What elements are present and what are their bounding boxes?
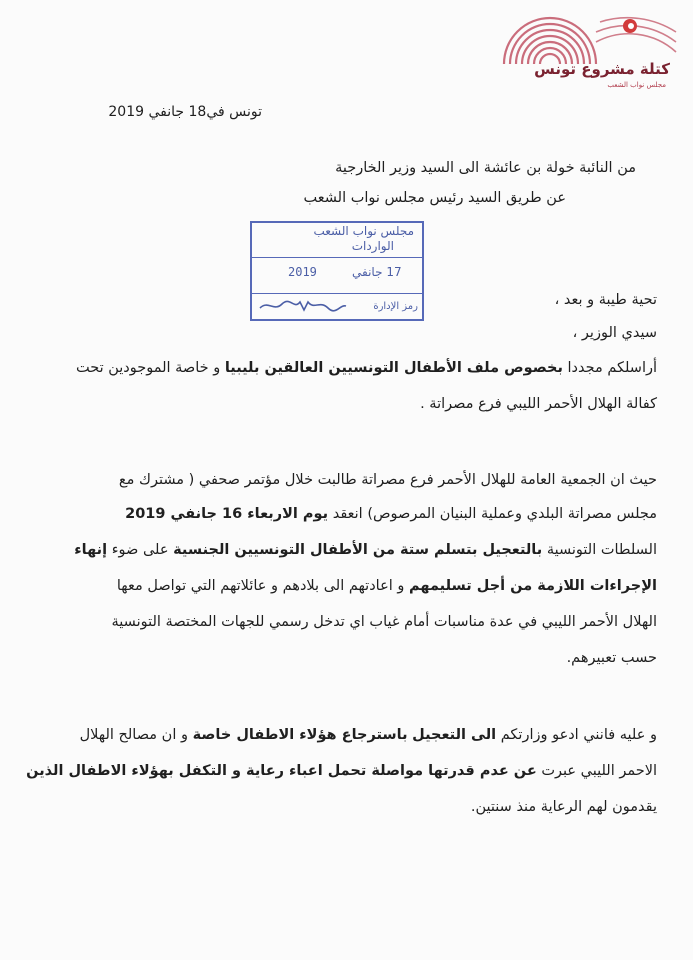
paragraph-3-line-3: يقدمون لهم الرعاية منذ سنتين. <box>470 799 657 815</box>
text-run-bold: الإجراءات اللازمة من أجل تسليمهم <box>409 578 657 594</box>
text-run: السلطات التونسية <box>546 542 657 558</box>
text-run-bold: يوم الاربعاء 16 جانفي 2019 <box>125 506 329 522</box>
text-run: و عليه فانني ادعو وزارتكم <box>500 727 657 743</box>
stamp-day: 17 جانفي <box>352 265 402 279</box>
text-run: على ضوء <box>111 542 169 558</box>
text-run: الاحمر الليبي عبرت <box>541 763 657 779</box>
greeting: تحية طيبة و بعد ، <box>554 292 657 308</box>
paragraph-1-line-1 <box>0 360 657 376</box>
text-run: أراسلكم مجددا <box>567 360 657 376</box>
text-run-bold: إنهاء <box>74 542 108 558</box>
paragraph-2-line-4 <box>0 578 657 594</box>
paragraph-2-line-6: حسب تعبيرهم. <box>566 650 657 666</box>
text-run-bold: بخصوص ملف الأطفال التونسيين العالقين بليبيا <box>224 360 563 376</box>
text-run-bold: الى التعجيل <box>412 727 497 743</box>
letter-from-to: من النائبة خولة بن عائشة الى السيد وزير الخارجية <box>335 160 636 176</box>
text-run-bold: عن عدم قدرتها مواصلة تحمل اعباء رعاية و التكفل بهؤلاء الاطفال الذين <box>26 763 537 779</box>
stamp-title: مجلس نواب الشعب <box>313 224 414 238</box>
text-run: مجلس مصراتة البلدي وعملية البنيان المرصوص) <box>367 506 657 522</box>
party-logo <box>500 12 680 92</box>
paragraph-2-line-5: الهلال الأحمر الليبي في عدة مناسبات أمام غياب اي تدخل رسمي للجهات المختصة التونسية <box>111 614 657 630</box>
paragraph-3-line-2 <box>0 763 657 779</box>
text-run: و خاصة الموجودين تحت <box>75 360 221 376</box>
logo-subtitle: مجلس نواب الشعب <box>607 81 666 89</box>
letter-date: تونس في18 جانفي 2019 <box>108 104 262 120</box>
paragraph-2-line-3 <box>0 542 657 558</box>
paragraph-1-line-2: كفالة الهلال الأحمر الليبي فرع مصراتة . <box>420 396 657 412</box>
text-run: و اعادتهم الى بلادهم و عائلاتهم التي تواصل معها <box>116 578 405 594</box>
stamp-subtitle: الواردات <box>351 239 394 253</box>
logo-name: كتلة مشروع تونس <box>534 60 670 78</box>
salutation: سيدي الوزير ، <box>572 325 657 341</box>
letter-via: عن طريق السيد رئيس مجلس نواب الشعب <box>303 190 566 206</box>
paragraph-3-line-1 <box>0 727 657 743</box>
paragraph-2-line-1: حيث ان الجمعية العامة للهلال الأحمر فرع مصراتة طالبت خلال مؤتمر صحفي ( مشترك مع <box>118 472 657 488</box>
stamp-ref-label: رمز الإدارة <box>373 301 418 312</box>
stamp-year: 2019 <box>288 265 317 279</box>
text-run: انعقد <box>332 506 363 522</box>
text-run-bold: بالتعجيل بتسلم ستة من الأطفال التونسيين الجنسية <box>173 542 543 558</box>
paragraph-2-line-2 <box>0 506 657 522</box>
stamp-divider <box>252 257 422 258</box>
text-run: و ان مصالح الهلال <box>79 727 188 743</box>
text-run-bold: باسترجاع هؤلاء الاطفال خاصة <box>192 727 408 743</box>
